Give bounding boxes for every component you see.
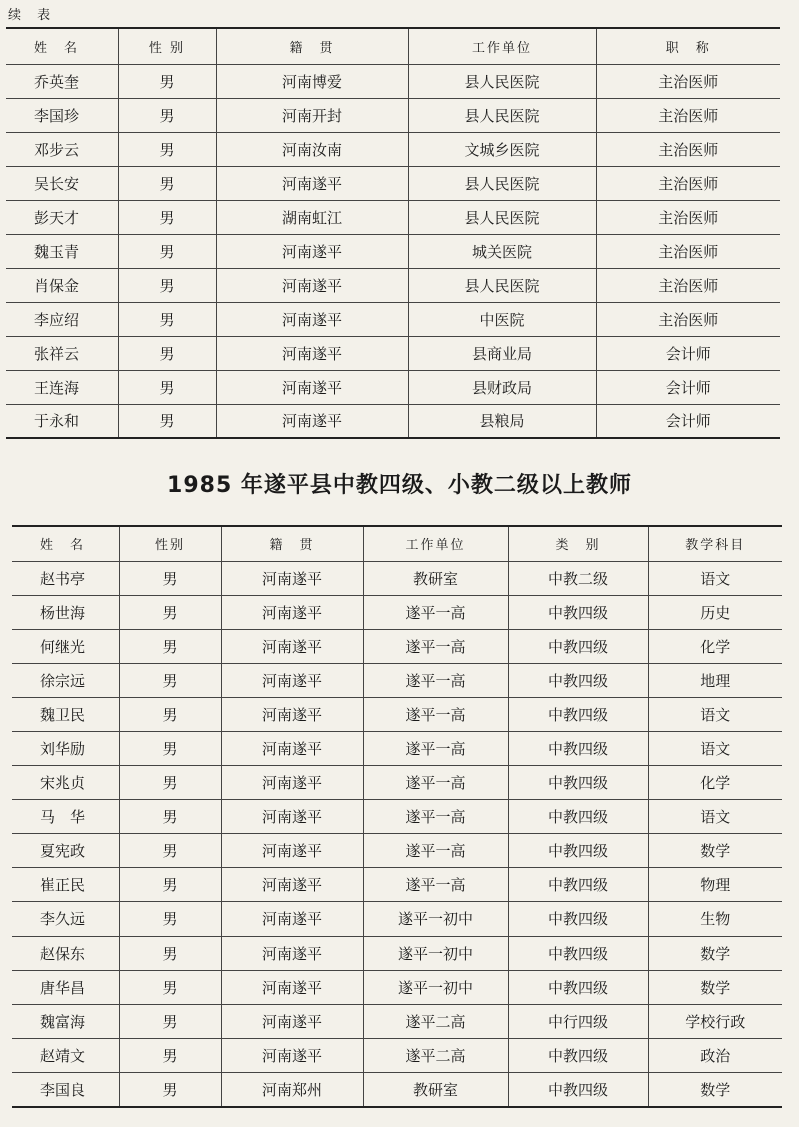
table-cell: 魏卫民 <box>12 697 119 731</box>
table-cell: 县人民医院 <box>408 98 596 132</box>
table-cell: 彭天才 <box>6 200 118 234</box>
table-cell: 县人民医院 <box>408 200 596 234</box>
table-cell: 李国珍 <box>6 98 118 132</box>
table-cell: 赵靖文 <box>12 1038 119 1072</box>
table-cell: 遂平一高 <box>363 663 508 697</box>
table-cell: 遂平一高 <box>363 766 508 800</box>
table-cell: 河南遂平 <box>221 731 363 765</box>
table-cell: 教研室 <box>363 1072 508 1106</box>
table-cell: 男 <box>119 766 221 800</box>
table-cell: 男 <box>119 800 221 834</box>
table-cell: 河南遂平 <box>216 336 408 370</box>
table-cell: 河南遂平 <box>221 1038 363 1072</box>
table-cell: 男 <box>119 561 221 595</box>
table-cell: 男 <box>119 970 221 1004</box>
table-cell: 遂平一高 <box>363 629 508 663</box>
table-cell: 河南遂平 <box>216 268 408 302</box>
table-cell: 男 <box>119 629 221 663</box>
table-cell: 中教四级 <box>508 970 648 1004</box>
table-cell: 河南遂平 <box>221 1004 363 1038</box>
table-cell: 遂平一高 <box>363 595 508 629</box>
table-cell: 中教四级 <box>508 936 648 970</box>
table-cell: 男 <box>118 336 216 370</box>
table-cell: 中教四级 <box>508 1038 648 1072</box>
column-header: 工作单位 <box>408 28 596 64</box>
column-header: 姓 名 <box>12 526 119 561</box>
table-cell: 李久远 <box>12 902 119 936</box>
table-cell: 中教四级 <box>508 663 648 697</box>
table-cell: 主治医师 <box>596 98 780 132</box>
table-row <box>12 970 782 1004</box>
table-cell: 刘华励 <box>12 731 119 765</box>
table-cell: 夏宪政 <box>12 834 119 868</box>
column-header: 姓 名 <box>6 28 118 64</box>
table-cell: 主治医师 <box>596 64 780 98</box>
column-header: 性 别 <box>118 28 216 64</box>
table-cell: 河南遂平 <box>221 561 363 595</box>
table-row <box>12 629 782 663</box>
table-cell: 遂平二高 <box>363 1004 508 1038</box>
table-cell: 马 华 <box>12 800 119 834</box>
table-cell: 杨世海 <box>12 595 119 629</box>
table-cell: 男 <box>119 902 221 936</box>
table-cell: 男 <box>119 595 221 629</box>
table-cell: 张祥云 <box>6 336 118 370</box>
table-cell: 男 <box>118 302 216 336</box>
table-cell: 宋兆贞 <box>12 766 119 800</box>
table-cell: 中行四级 <box>508 1004 648 1038</box>
table-cell: 中教四级 <box>508 902 648 936</box>
table-row <box>6 268 780 302</box>
section-title: 1985 年遂平县中教四级、小教二级以上教师 <box>167 473 632 498</box>
table-cell: 数学 <box>648 970 782 1004</box>
column-header: 籍 贯 <box>221 526 363 561</box>
table-cell: 乔英奎 <box>6 64 118 98</box>
table-cell: 学校行政 <box>648 1004 782 1038</box>
table-cell: 中教四级 <box>508 766 648 800</box>
table-row <box>6 404 780 438</box>
column-header: 类 别 <box>508 526 648 561</box>
table-cell: 主治医师 <box>596 234 780 268</box>
table-cell: 男 <box>118 268 216 302</box>
table-cell: 男 <box>118 200 216 234</box>
table-cell: 男 <box>119 731 221 765</box>
table-cell: 县粮局 <box>408 404 596 438</box>
table-cell: 主治医师 <box>596 166 780 200</box>
table-cell: 物理 <box>648 868 782 902</box>
table-cell: 遂平一高 <box>363 800 508 834</box>
table-cell: 县商业局 <box>408 336 596 370</box>
table-cell: 男 <box>118 370 216 404</box>
table-cell: 县人民医院 <box>408 268 596 302</box>
table-cell: 中教四级 <box>508 731 648 765</box>
header-row <box>12 526 782 561</box>
table-cell: 男 <box>119 1038 221 1072</box>
table-cell: 遂平一高 <box>363 868 508 902</box>
table-cell: 唐华昌 <box>12 970 119 1004</box>
table-cell: 河南郑州 <box>221 1072 363 1106</box>
table-cell: 河南遂平 <box>221 697 363 731</box>
table-cell: 河南开封 <box>216 98 408 132</box>
table-cell: 化学 <box>648 766 782 800</box>
table-cell: 肖保金 <box>6 268 118 302</box>
table-cell: 历史 <box>648 595 782 629</box>
table-cell: 中教四级 <box>508 800 648 834</box>
table-cell: 河南遂平 <box>216 302 408 336</box>
table-cell: 河南遂平 <box>221 595 363 629</box>
table-row <box>6 336 780 370</box>
table-cell: 男 <box>119 1004 221 1038</box>
table-row <box>12 1038 782 1072</box>
table-cell: 地理 <box>648 663 782 697</box>
table-row <box>12 1072 782 1106</box>
table-cell: 邓步云 <box>6 132 118 166</box>
table-cell: 中教四级 <box>508 1072 648 1106</box>
table-row <box>6 64 780 98</box>
table-cell: 遂平一初中 <box>363 936 508 970</box>
table-row <box>6 370 780 404</box>
table-cell: 中教四级 <box>508 697 648 731</box>
table-row <box>12 800 782 834</box>
column-header: 教学科目 <box>648 526 782 561</box>
table-cell: 教研室 <box>363 561 508 595</box>
table-cell: 赵书亭 <box>12 561 119 595</box>
table-row <box>12 561 782 595</box>
table-cell: 文城乡医院 <box>408 132 596 166</box>
table-row <box>6 302 780 336</box>
table-cell: 于永和 <box>6 404 118 438</box>
table-cell: 河南遂平 <box>221 663 363 697</box>
table-cell: 男 <box>119 936 221 970</box>
physicians-accountants-table <box>6 27 780 439</box>
table-row <box>12 595 782 629</box>
table-cell: 遂平一初中 <box>363 902 508 936</box>
table-cell: 数学 <box>648 936 782 970</box>
table-cell: 河南遂平 <box>216 234 408 268</box>
table-cell: 河南遂平 <box>221 800 363 834</box>
table-cell: 徐宗远 <box>12 663 119 697</box>
table-cell: 男 <box>118 234 216 268</box>
table-cell: 湖南虹江 <box>216 200 408 234</box>
column-header: 籍 贯 <box>216 28 408 64</box>
table-cell: 会计师 <box>596 370 780 404</box>
table-cell: 中医院 <box>408 302 596 336</box>
table-cell: 遂平一初中 <box>363 970 508 1004</box>
table-cell: 数学 <box>700 1080 731 1099</box>
table-cell: 赵保东 <box>12 936 119 970</box>
table-row <box>12 731 782 765</box>
table-cell: 男 <box>119 1072 221 1106</box>
table-cell: 河南遂平 <box>216 404 408 438</box>
continued-label: 续 表 <box>8 8 57 23</box>
table-cell: 中教四级 <box>508 834 648 868</box>
table-cell: 主治医师 <box>596 200 780 234</box>
table-cell: 河南汝南 <box>216 132 408 166</box>
table-cell: 遂平一高 <box>363 697 508 731</box>
table-row <box>6 200 780 234</box>
table-row <box>6 234 780 268</box>
table-cell: 遂平一高 <box>363 834 508 868</box>
table-cell: 河南遂平 <box>221 902 363 936</box>
table-row <box>12 834 782 868</box>
table-cell: 男 <box>119 663 221 697</box>
table-cell: 男 <box>118 132 216 166</box>
table-row <box>12 766 782 800</box>
table-row <box>12 868 782 902</box>
table-cell: 语文 <box>648 697 782 731</box>
table-cell: 魏玉青 <box>6 234 118 268</box>
table-cell: 数学 <box>648 834 782 868</box>
table-row <box>12 902 782 936</box>
table-row <box>12 936 782 970</box>
table-cell: 主治医师 <box>596 268 780 302</box>
table-cell: 中教二级 <box>508 561 648 595</box>
table-cell: 男 <box>118 64 216 98</box>
table-row <box>12 663 782 697</box>
table-cell: 李国良 <box>12 1072 119 1106</box>
column-header: 职 称 <box>596 28 780 64</box>
table-cell: 遂平一高 <box>363 731 508 765</box>
table-cell: 河南遂平 <box>221 970 363 1004</box>
table-row <box>6 166 780 200</box>
table-cell: 男 <box>118 404 216 438</box>
table-cell: 河南遂平 <box>221 766 363 800</box>
table-cell: 县人民医院 <box>408 166 596 200</box>
table-cell: 崔正民 <box>12 868 119 902</box>
table-cell: 中教四级 <box>508 629 648 663</box>
table-cell: 城关医院 <box>408 234 596 268</box>
table-cell: 生物 <box>648 902 782 936</box>
table-cell: 中教四级 <box>508 868 648 902</box>
table-cell: 会计师 <box>665 412 711 431</box>
table-cell: 何继光 <box>12 629 119 663</box>
table-row <box>6 98 780 132</box>
table-cell: 县人民医院 <box>408 64 596 98</box>
table-cell: 河南遂平 <box>221 629 363 663</box>
table-cell: 河南遂平 <box>216 370 408 404</box>
table-cell: 语文 <box>648 731 782 765</box>
table-cell: 县财政局 <box>408 370 596 404</box>
table-cell: 主治医师 <box>596 302 780 336</box>
column-header: 工作单位 <box>363 526 508 561</box>
table-cell: 河南遂平 <box>221 868 363 902</box>
table-cell: 吴长安 <box>6 166 118 200</box>
table-cell: 男 <box>118 166 216 200</box>
table-row <box>12 1004 782 1038</box>
table-cell: 男 <box>119 868 221 902</box>
table-cell: 中教四级 <box>508 595 648 629</box>
table-cell: 遂平二高 <box>363 1038 508 1072</box>
table-cell: 河南遂平 <box>216 166 408 200</box>
table-row <box>6 132 780 166</box>
table-cell: 会计师 <box>596 336 780 370</box>
table-cell: 河南遂平 <box>221 936 363 970</box>
column-header: 性别 <box>119 526 221 561</box>
header-row <box>6 28 780 64</box>
table-row <box>12 697 782 731</box>
table-cell: 河南遂平 <box>221 834 363 868</box>
table-cell: 魏富海 <box>12 1004 119 1038</box>
table-cell: 化学 <box>648 629 782 663</box>
table-cell: 王连海 <box>6 370 118 404</box>
table-cell: 语文 <box>648 800 782 834</box>
table-cell: 男 <box>119 834 221 868</box>
table-cell: 男 <box>118 98 216 132</box>
table-cell: 语文 <box>648 561 782 595</box>
table-cell: 男 <box>119 697 221 731</box>
teachers-table <box>12 525 782 1108</box>
table-cell: 河南博爱 <box>216 64 408 98</box>
table-cell: 李应绍 <box>6 302 118 336</box>
table-cell: 政治 <box>648 1038 782 1072</box>
table-cell: 主治医师 <box>596 132 780 166</box>
